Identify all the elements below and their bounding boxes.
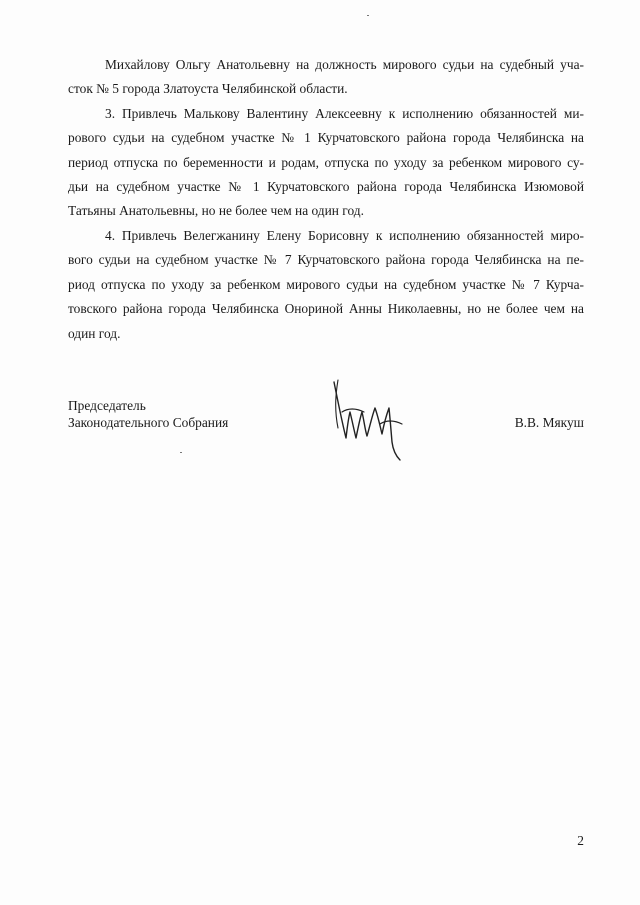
- paragraph-3-line-5: один год.: [68, 326, 121, 341]
- signatory-title-line-1: Председатель: [68, 398, 146, 413]
- paragraph-3-line-3: риод отпуска по уходу за ребенком мирового судьи на судебном участке № 7 Курча-: [68, 277, 584, 292]
- page-number: 2: [577, 833, 584, 848]
- signatory-title-line-2: Законодательного Собрания: [68, 415, 229, 430]
- scan-speck: [367, 15, 369, 16]
- signatory-name: В.В. Мякуш: [514, 415, 584, 430]
- scan-speck: [180, 452, 182, 453]
- paragraph-2-line-4: дьи на судебном участке № 1 Курчатовского района города Челябинска Изюмовой: [68, 179, 584, 194]
- paragraph-3-line-2: вого судьи на судебном участке № 7 Курчатовского района города Челябинска на пе-: [68, 252, 584, 267]
- paragraph-1-line-1: Михайлову Ольгу Анатольевну на должность мирового судьи на судебный уча-: [105, 57, 584, 72]
- paragraph-1-line-2: сток № 5 города Златоуста Челябинской области.: [68, 81, 348, 96]
- paragraph-3-line-4: товского района города Челябинска Оноринoй Анны Николаевны, но не более чем на: [68, 301, 584, 316]
- paragraph-3-line-1: 4. Привлечь Велегжанину Елену Борисовну к исполнению обязанностей миро-: [105, 228, 584, 243]
- paragraph-2-line-2: рового судьи на судебном участке № 1 Курчатовского района города Челябинска на: [68, 130, 584, 145]
- paragraph-2-line-3: период отпуска по беременности и родам, отпуска по уходу за ребенком мирового су-: [68, 155, 584, 170]
- paragraph-2-line-5: Татьяны Анатольевны, но не более чем на один год.: [68, 203, 364, 218]
- paragraph-2-line-1: 3. Привлечь Малькову Валентину Алексеевну к исполнению обязанностей ми-: [105, 106, 584, 121]
- handwritten-signature: [320, 372, 410, 462]
